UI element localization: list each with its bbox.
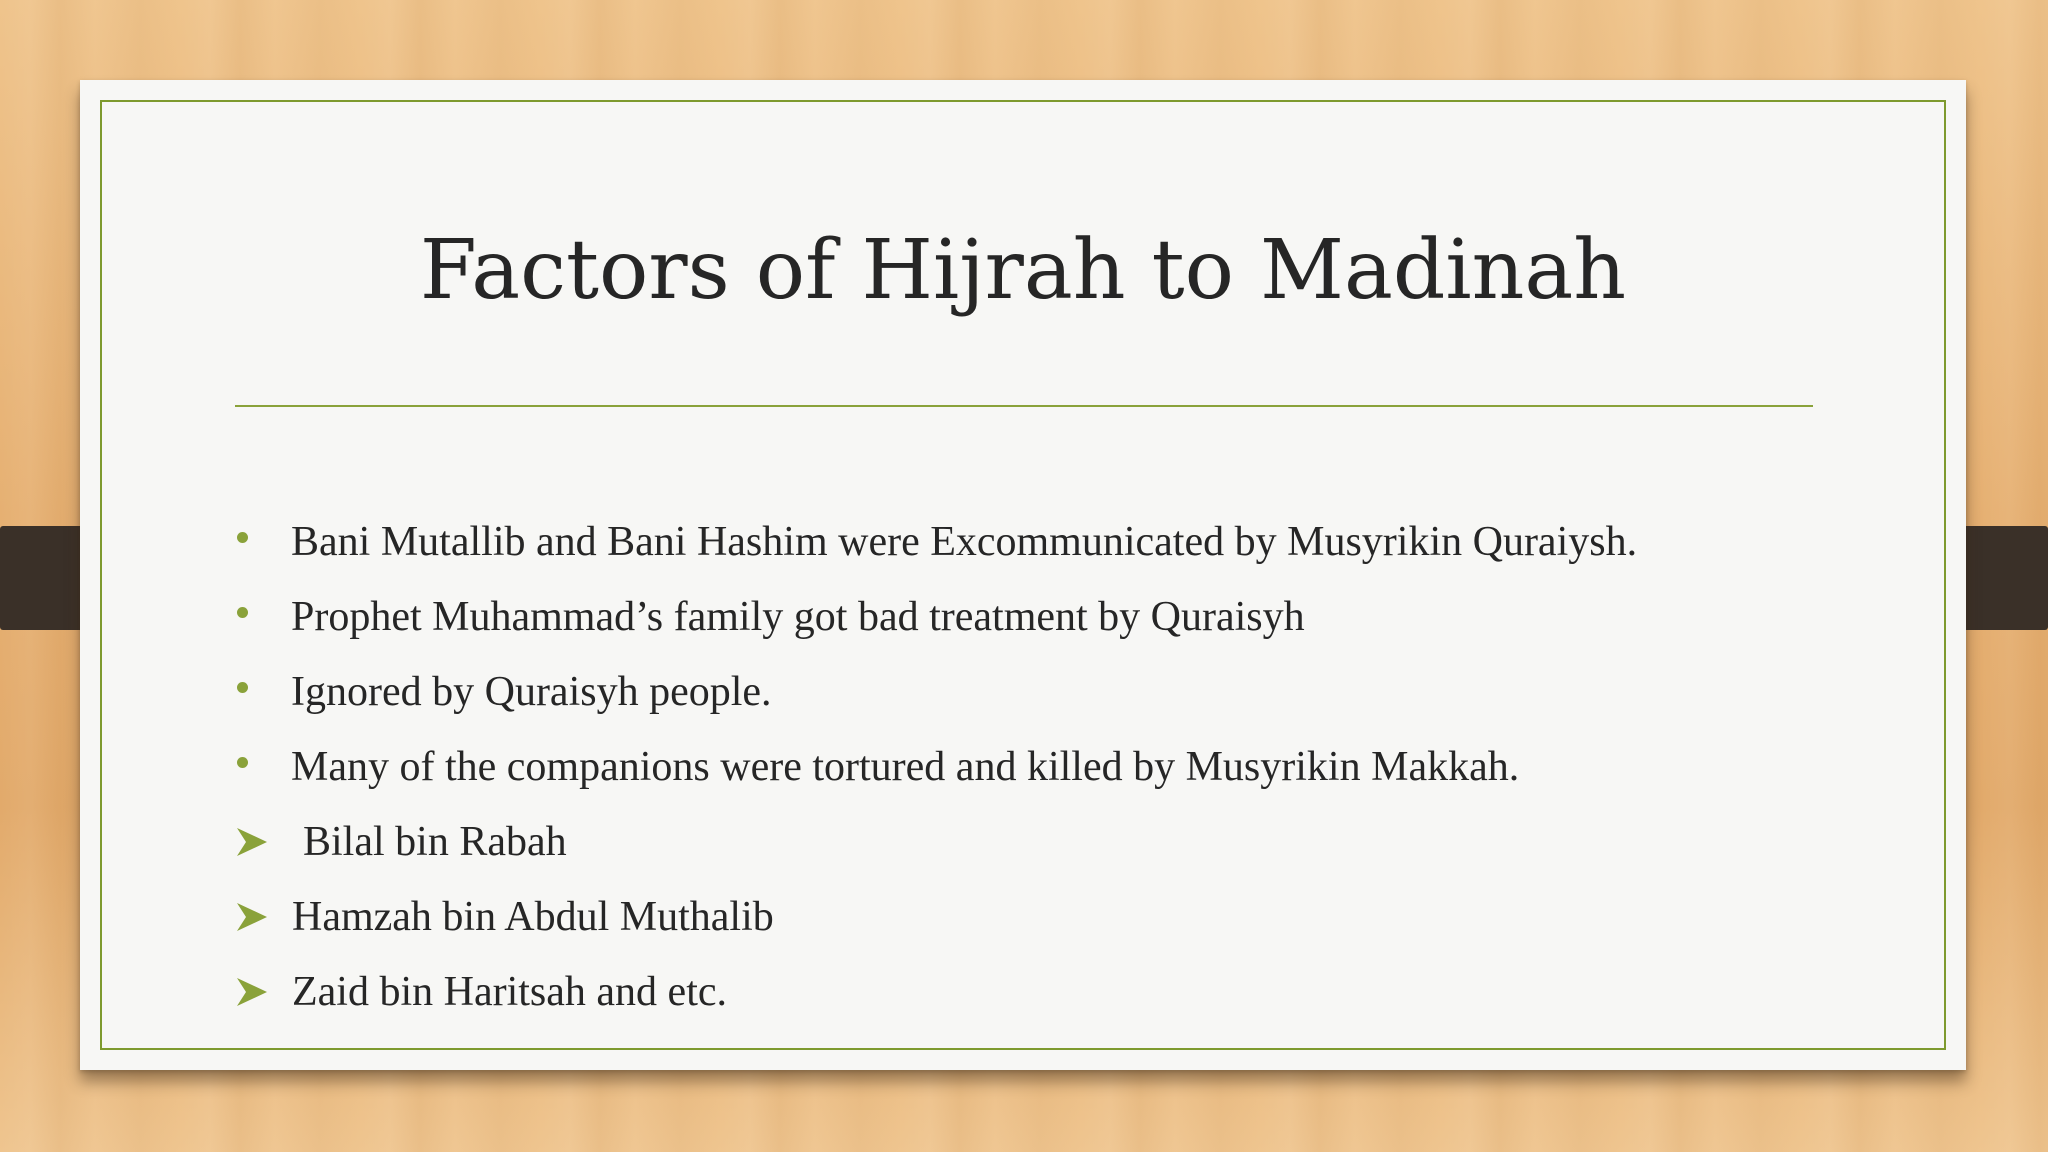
arrowhead-bullet-icon [235, 887, 269, 947]
list-item [235, 812, 1855, 887]
list-item [235, 962, 1855, 1037]
list-item [235, 737, 1855, 812]
list-item [235, 587, 1855, 662]
bullet-dot-icon [235, 512, 248, 572]
slide-title: Factors of Hijrah to Madinah [419, 223, 1627, 318]
arrowhead-bullet-icon [235, 962, 269, 1022]
list-item-text: Prophet Muhammad’s family got bad treatment by Quraisyh [291, 594, 1305, 640]
title-divider [235, 405, 1813, 407]
list-item-text: Zaid bin Haritsah and etc. [292, 969, 728, 1015]
list-item [235, 662, 1855, 737]
list-item [235, 512, 1855, 587]
list-item-text: Bani Mutallib and Bani Hashim were Excommunicated by Musyrikin Quraiysh. [291, 519, 1638, 565]
arrowhead-bullet-icon [235, 812, 269, 872]
list-item-text: Ignored by Quraisyh people. [291, 669, 772, 715]
bullet-dot-icon [235, 662, 248, 722]
bullet-list [235, 512, 1855, 1037]
list-item-text: Hamzah bin Abdul Muthalib [292, 894, 774, 940]
list-item [235, 887, 1855, 962]
bullet-dot-icon [235, 737, 248, 797]
list-item-text: Bilal bin Rabah [303, 819, 567, 865]
slide-card [80, 80, 1966, 1070]
bullet-dot-icon [235, 587, 248, 647]
list-item-text: Many of the companions were tortured and killed by Musyrikin Makkah. [291, 744, 1520, 790]
